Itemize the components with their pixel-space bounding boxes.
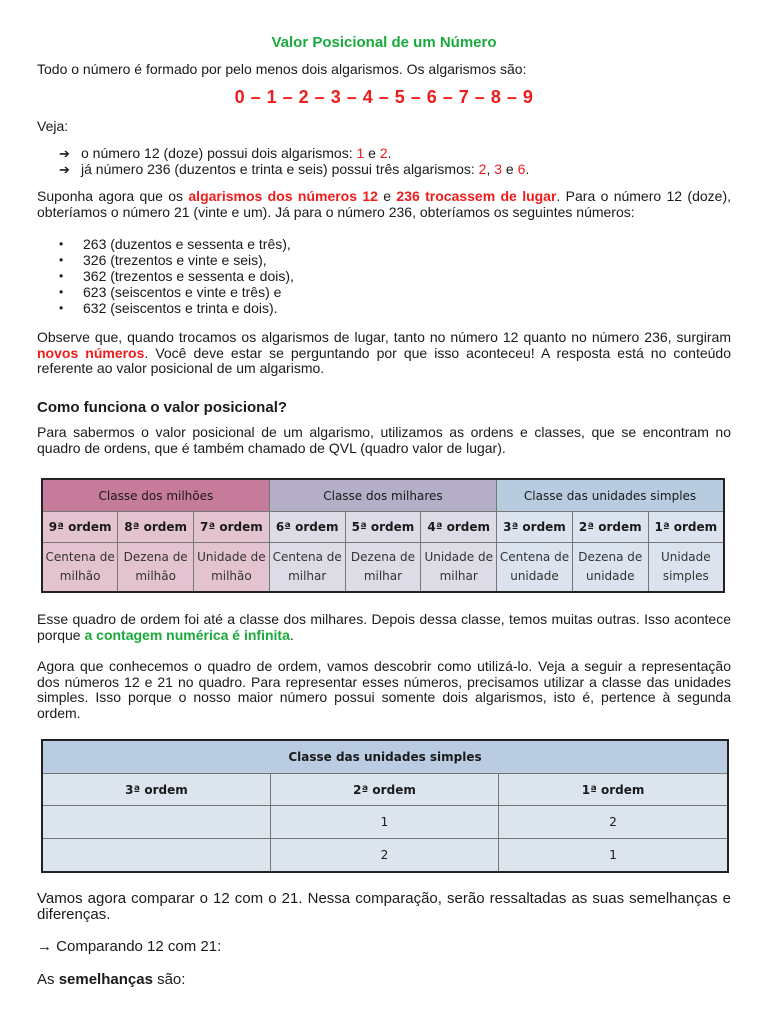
list-item: • 632 (seiscentos e trinta e dois). — [59, 300, 294, 316]
order-cell: 5ª ordem — [345, 512, 421, 543]
order-cell: 3ª ordem — [42, 774, 270, 806]
arrow-right-icon: ➔ — [59, 146, 70, 161]
order-cell: 9ª ordem — [42, 512, 118, 543]
class-header-milhoes: Classe dos milhões — [42, 479, 269, 512]
order-name-cell: Centena de unidade — [497, 543, 573, 593]
order-name-cell: Dezena de milhar — [345, 543, 421, 593]
class-header-unidades: Classe das unidades simples — [42, 740, 728, 774]
order-cell: 3ª ordem — [497, 512, 573, 543]
list-item: • 263 (duzentos e sessenta e três), — [59, 236, 294, 252]
class-header-milhares: Classe dos milhares — [269, 479, 496, 512]
compare-paragraph: Vamos agora comparar o 12 com o 21. Nessa comparação, serão ressaltadas as suas semelhanças e diferenças. — [37, 890, 731, 923]
order-name-cell: Unidade de milhão — [194, 543, 270, 593]
order-cell: 2ª ordem — [270, 774, 498, 806]
order-name-cell: Dezena de unidade — [572, 543, 648, 593]
value-cell: 2 — [499, 806, 728, 839]
example-item-236: ➔ já número 236 (duzentos e trinta e seis) possui três algarismos: 2, 3 e 6. — [59, 161, 530, 177]
orders-table — [41, 478, 725, 593]
similarities-label: As semelhanças são: — [37, 971, 186, 988]
value-cell: 1 — [499, 839, 728, 873]
order-cell: 2ª ordem — [572, 512, 648, 543]
order-name-cell: Dezena de milhão — [118, 543, 194, 593]
list-item: • 362 (trezentos e sessenta e dois), — [59, 268, 294, 284]
order-cell: 6ª ordem — [269, 512, 345, 543]
order-cell: 4ª ordem — [421, 512, 497, 543]
intro-paragraph: Todo o número é formado por pelo menos dois algarismos. Os algarismos são: — [37, 61, 527, 77]
value-cell: 1 — [270, 806, 498, 839]
order-name-cell: Unidade de milhar — [421, 543, 497, 593]
digits-sequence: 0 – 1 – 2 – 3 – 4 – 5 – 6 – 7 – 8 – 9 — [234, 87, 534, 107]
units-table — [41, 739, 729, 873]
order-cell: 1ª ordem — [499, 774, 728, 806]
permutations-list — [59, 236, 294, 316]
section-heading: Como funciona o valor posicional? — [37, 399, 288, 416]
arrow-right-icon: ➔ — [59, 162, 70, 177]
order-name-cell: Centena de milhar — [269, 543, 345, 593]
class-header-unidades: Classe das unidades simples — [497, 479, 724, 512]
value-cell: 2 — [270, 839, 498, 873]
order-cell: 7ª ordem — [194, 512, 270, 543]
usage-paragraph: Agora que conhecemos o quadro de ordem, vamos descobrir como utilizá-lo. Veja a seguir a representação dos números 12 e 21 no quadro. Para representar esses números, precisamos utilizar a classe das unidades simples. Isso porque o nosso maior número possui somente dois algarismos, isto é, pertence à segunda ordem. — [37, 658, 731, 721]
infinite-paragraph: Esse quadro de ordem foi até a classe dos milhares. Depois dessa classe, temos muitas outras. Isso acontece porque a contagem numérica é infinita. — [37, 611, 731, 643]
order-name-cell: Centena de milhão — [42, 543, 118, 593]
value-cell — [42, 806, 270, 839]
qvl-paragraph: Para sabermos o valor posicional de um algarismo, utilizamos as ordens e classes, que se encontram no quadro de ordens, que é também chamado de QVL (quadro valor de lugar). — [37, 424, 731, 456]
list-item: • 623 (seiscentos e vinte e três) e — [59, 284, 294, 300]
example-item-12: ➔ o número 12 (doze) possui dois algarismos: 1 e 2. — [59, 145, 392, 161]
list-item: • 326 (trezentos e vinte e seis), — [59, 252, 294, 268]
page-title: Valor Posicional de um Número — [271, 34, 497, 51]
order-cell: 8ª ordem — [118, 512, 194, 543]
observe-paragraph: Observe que, quando trocamos os algarismos de lugar, tanto no número 12 quanto no número 236, surgiram novos números. Você deve estar se perguntando por que isso aconteceu! A resposta está no conteúdo referente ao valor posicional de um algarismo. — [37, 329, 731, 376]
order-name-cell: Unidade simples — [648, 543, 724, 593]
value-cell — [42, 839, 270, 873]
swap-paragraph: Suponha agora que os algarismos dos números 12 e 236 trocassem de lugar. Para o número 12 (doze), obteríamos o número 21 (vinte e um). Já para o número 236, obteríamos os seguintes números: — [37, 188, 731, 220]
comparing-label: → Comparando 12 com 21: — [37, 938, 222, 955]
order-cell: 1ª ordem — [648, 512, 724, 543]
veja-label: Veja: — [37, 118, 69, 134]
